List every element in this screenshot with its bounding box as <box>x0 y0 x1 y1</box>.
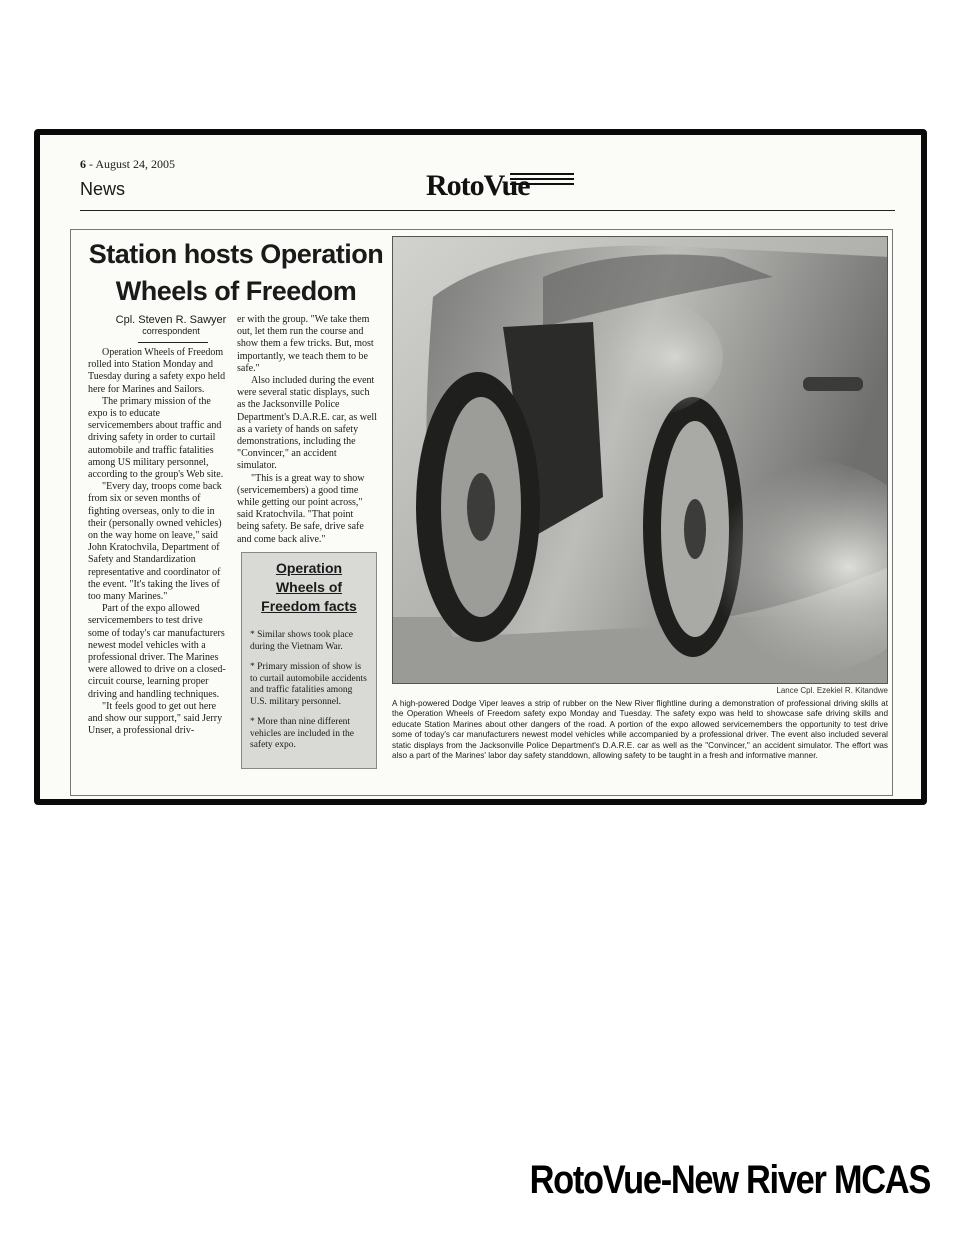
paragraph: Operation Wheels of Freedom rolled into Station Monday and Tuesday during a safety expo held here for Marines and Sailors. <box>88 347 226 395</box>
byline-name: Cpl. Steven R. Sawyer <box>115 314 227 326</box>
paragraph: Part of the expo allowed servicemembers to test drive some of today's car manufacturers newest model vehicles with a professional driver. The Marines were allowed to drive on a closed-circuit course, learning proper driving and handling techniques. <box>88 603 226 700</box>
masthead <box>80 157 895 219</box>
paragraph: Also included during the event were several static displays, such as the Jacksonville Police Department's D.A.R.E. car, as well as a variety of hands on safety demonstrations, including the "Convincer," an accident simulator. <box>237 375 377 472</box>
car-photo <box>392 236 888 684</box>
article-column-2 <box>237 314 377 546</box>
article-column-1 <box>88 347 226 738</box>
page-date-line <box>80 157 175 172</box>
paragraph: "This is a great way to show (servicemembers) a good time while getting our point across," said Kratochvila. "That point being safety. Be safe, drive safe and come back alive." <box>237 472 365 545</box>
footer-title: RotoVue-New River MCAS <box>529 1158 930 1202</box>
paragraph: "It feels good to get out here and show our support," said Jerry Unser, a professional driv- <box>88 700 223 737</box>
dodge-viper-photo-illustration <box>393 237 888 684</box>
paragraph: The primary mission of the expo is to educate servicemembers about traffic and driving safety in order to curtail automobile and traffic fatalities among US military personnel, according to the group's Web site. <box>88 395 224 481</box>
article-frame <box>70 229 893 796</box>
byline-divider <box>138 342 208 343</box>
publication-logo <box>422 165 582 211</box>
issue-date: - August 24, 2005 <box>86 157 176 171</box>
publication-name: RotoVue <box>426 169 530 202</box>
facts-box <box>241 552 377 769</box>
byline <box>101 314 241 336</box>
facts-item: * Primary mission of show is to curtail automobile accidents and traffic fatalities among U.S. military personnel. <box>250 662 367 707</box>
masthead-rule <box>80 210 895 211</box>
byline-role: correspondent <box>142 326 200 336</box>
facts-item: * Similar shows took place during the Vietnam War. <box>250 630 353 652</box>
page-number: 6 <box>80 157 86 171</box>
paragraph: er with the group. "We take them out, let them run the course and show them a few tricks. But, most importantly, we teach them to be safe." <box>237 314 374 374</box>
facts-box-title: Operation Wheels of Freedom facts <box>261 560 357 614</box>
facts-item: * More than nine different vehicles are included in the safety expo. <box>250 717 354 750</box>
newspaper-clipping <box>34 129 927 805</box>
photo-credit: Lance Cpl. Ezekiel R. Kitandwe <box>776 686 888 695</box>
article-headline: Station hosts Operation Wheels of Freedom <box>88 239 384 306</box>
paragraph: "Every day, troops come back from six or seven months of fighting overseas, only to die in their (personally owned vehicles) on the way home on leave," said John Kratochvila, Department of Safety and Standardization representative and coordinator of the event. "It's taking the lives of too many Marines." <box>88 481 222 603</box>
photo-caption: A high-powered Dodge Viper leaves a strip of rubber on the New River flightline during a demonstration of professional driving skills at the Operation Wheels of Freedom safety expo Monday and Tuesday. The safety expo was held to showcase safe driving skills and educate Station Marines about other dangers of the road. A portion of the expo allowed servicemembers the opportunity to test drive some of today's car manufacturers newest model vehicles while accompanied by a professional driver. The event also included several static displays from the Jacksonville Police Department's D.A.R.E. car as well as the "Convincer," an accident simulator. The effort was also a part of the Marines' labor day safety standdown, allowing safety to be taught in a fresh and informative manner. <box>392 699 888 761</box>
section-label: News <box>80 179 126 199</box>
